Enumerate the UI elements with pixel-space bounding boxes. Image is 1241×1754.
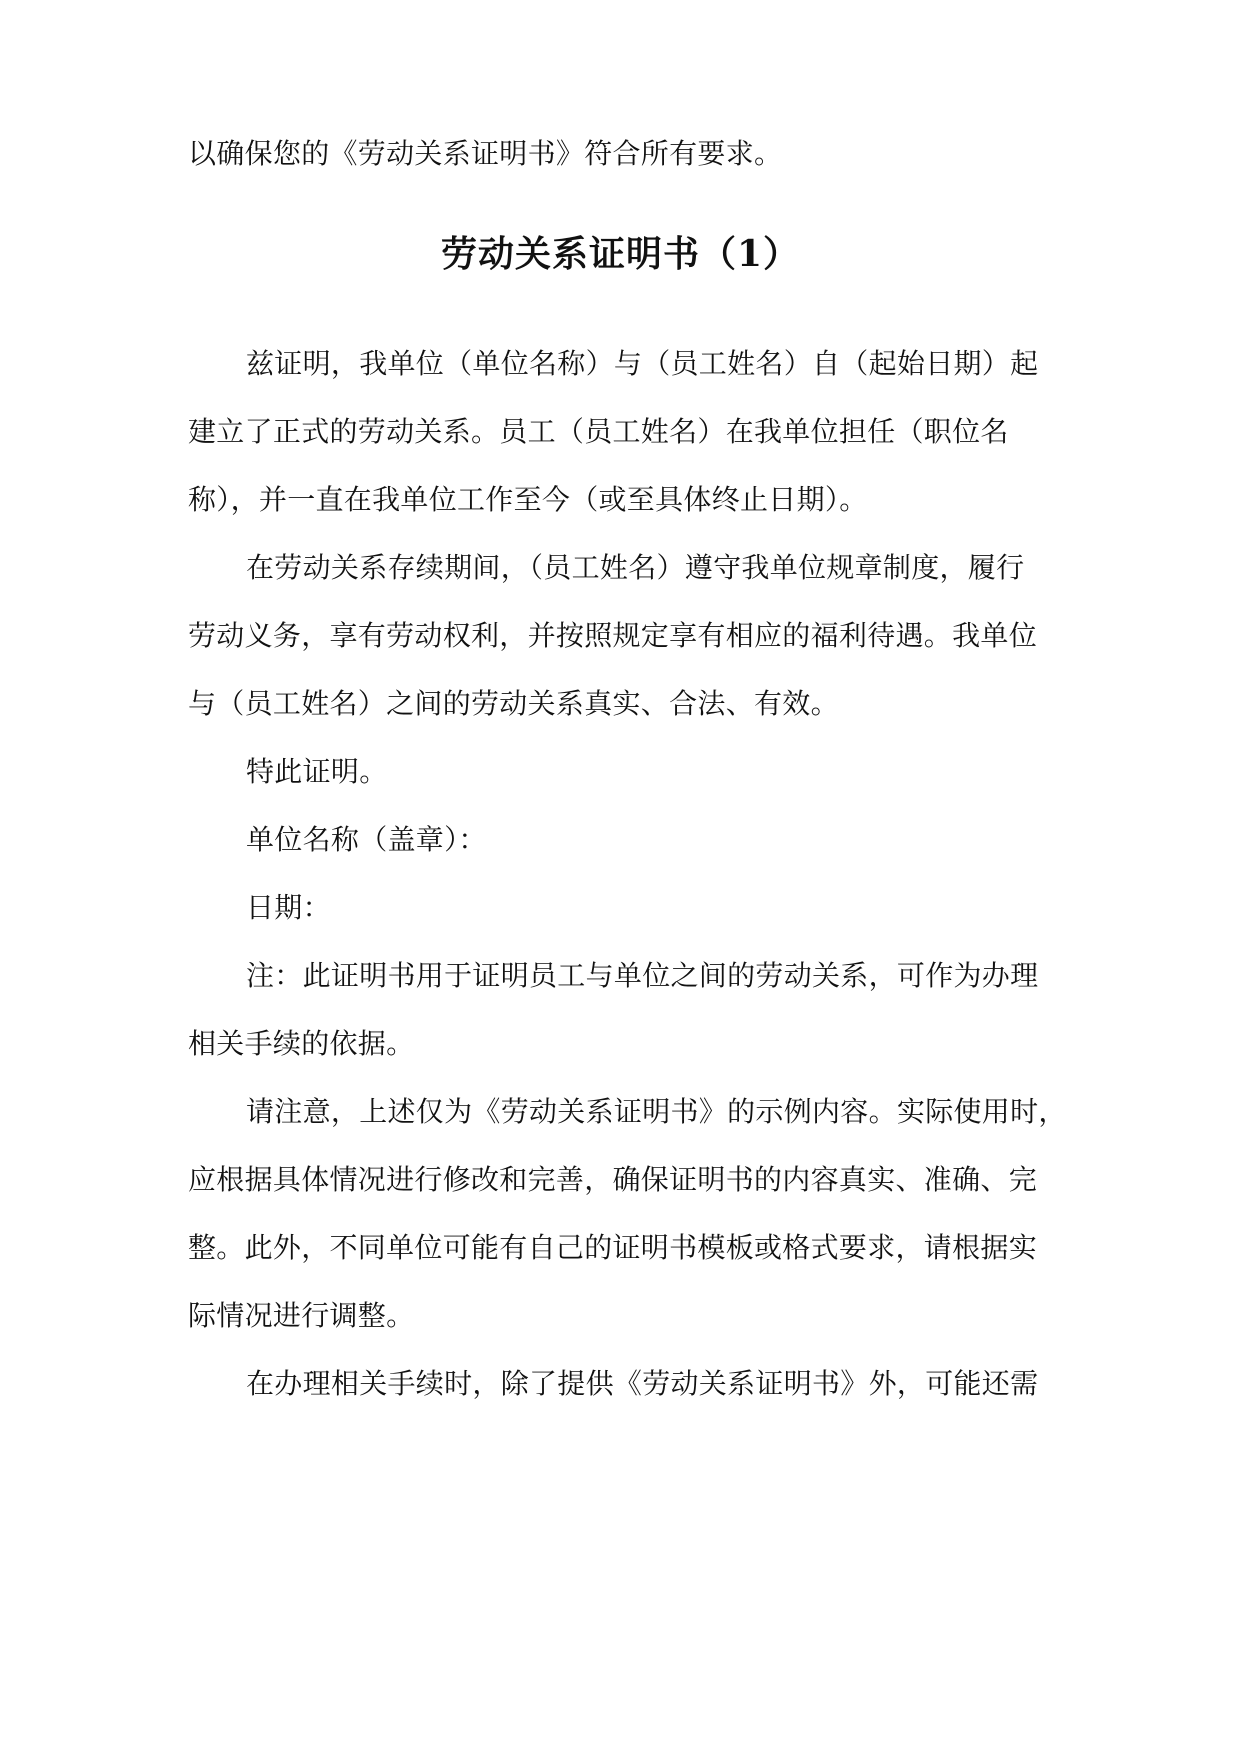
date-line: 日期： — [246, 891, 331, 924]
body-line: 兹证明，我单位（单位名称）与（员工姓名）自（起始日期）起 — [246, 347, 1039, 380]
note-line: 相关手续的依据。 — [188, 1027, 415, 1060]
intro-line: 以确保您的《劳动关系证明书》符合所有要求。 — [188, 137, 783, 170]
body-line: 际情况进行调整。 — [188, 1299, 415, 1332]
body-line: 建立了正式的劳动关系。员工（员工姓名）在我单位担任（职位名 — [188, 415, 1009, 448]
body-line: 在办理相关手续时，除了提供《劳动关系证明书》外，可能还需 — [246, 1367, 1039, 1400]
certify-line: 特此证明。 — [246, 755, 388, 788]
document-title: 劳动关系证明书（1） — [440, 233, 801, 275]
body-line: 在劳动关系存续期间，（员工姓名）遵守我单位规章制度，履行 — [246, 551, 1025, 584]
body-line: 称），并一直在我单位工作至今（或至具体终止日期）。 — [188, 483, 868, 516]
note-line: 注：此证明书用于证明员工与单位之间的劳动关系，可作为办理 — [246, 959, 1039, 992]
body-line: 劳动义务，享有劳动权利，并按照规定享有相应的福利待遇。我单位 — [188, 619, 1038, 652]
body-line: 应根据具体情况进行修改和完善，确保证明书的内容真实、准确、完 — [188, 1163, 1038, 1196]
company-seal-line: 单位名称（盖章）： — [246, 823, 487, 856]
body-line: 整。此外，不同单位可能有自己的证明书模板或格式要求，请根据实 — [188, 1231, 1038, 1264]
body-line: 请注意，上述仅为《劳动关系证明书》的示例内容。实际使用时， — [246, 1095, 1067, 1128]
body-line: 与（员工姓名）之间的劳动关系真实、合法、有效。 — [188, 687, 839, 720]
